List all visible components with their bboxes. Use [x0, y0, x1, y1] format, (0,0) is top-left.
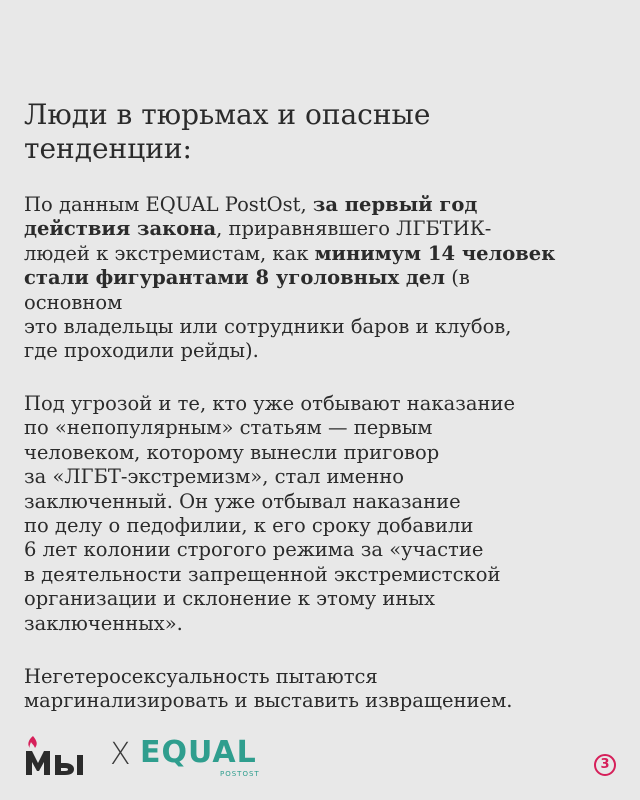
- paragraph-line: [24, 242, 624, 266]
- paragraph-line: где проходили рейды).: [24, 339, 259, 363]
- paragraph-line: 6 лет колонии строгого режима за «участие: [24, 538, 484, 562]
- page-number-badge: 3: [594, 754, 616, 776]
- paragraph-line: по «непопулярным» статьям — первым: [24, 416, 433, 440]
- paragraph-line: заключенный. Он уже отбывал наказание: [24, 489, 461, 513]
- paragraph-line: маргинализировать и выставить извращением.: [24, 689, 513, 713]
- text-run: (в: [445, 266, 470, 290]
- paragraph-prisoners: [24, 392, 624, 636]
- logo-separator: X: [110, 737, 131, 772]
- paragraph-line: Под угрозой и те, кто уже отбывают наказание: [24, 392, 516, 415]
- paragraph-line: заключенных».: [24, 611, 183, 635]
- footer-logos: [24, 733, 624, 779]
- text-run: людей к экстремистам, как: [24, 241, 315, 265]
- paragraph-line: Негетеросексуальность пытаются: [24, 665, 378, 688]
- bold-text: минимум 14 человек: [314, 241, 556, 265]
- paragraph-line: [24, 266, 624, 290]
- paragraph-statistics: [24, 193, 624, 364]
- paragraph-line: в деятельности запрещенной экстремистской: [24, 562, 501, 586]
- bold-text: стали фигурантами 8 уголовных дел: [24, 266, 446, 290]
- paragraph-line: по делу о педофилии, к его сроку добавили: [24, 514, 474, 538]
- paragraph-line: основном: [24, 290, 123, 314]
- paragraph-conclusion: [24, 665, 624, 714]
- slide-heading: [24, 98, 614, 166]
- my-logo: [24, 733, 90, 777]
- text-run: , приравнявшего ЛГБТИК-: [216, 217, 492, 241]
- heading-line: Люди в тюрьмах и опасные: [24, 98, 431, 131]
- paragraph-line: [24, 217, 624, 241]
- equal-logo-text: EQUAL: [140, 735, 257, 770]
- equal-logo: [140, 735, 270, 781]
- paragraph-line: организации и склонение к этому иных: [24, 587, 435, 611]
- paragraph-line: это владельцы или сотрудники баров и клубов,: [24, 315, 512, 339]
- paragraph-line: [24, 193, 624, 217]
- equal-logo-subtitle: POSTOST: [220, 770, 260, 778]
- text-run: По данным EQUAL PostOst,: [24, 193, 313, 216]
- paragraph-line: человеком, которому вынесли приговор: [24, 440, 440, 464]
- bold-text: за первый год: [312, 193, 478, 216]
- heading-line: тенденции:: [24, 132, 192, 165]
- paragraph-line: за «ЛГБТ-экстремизм», стал именно: [24, 465, 404, 489]
- bold-text: действия закона: [24, 217, 217, 241]
